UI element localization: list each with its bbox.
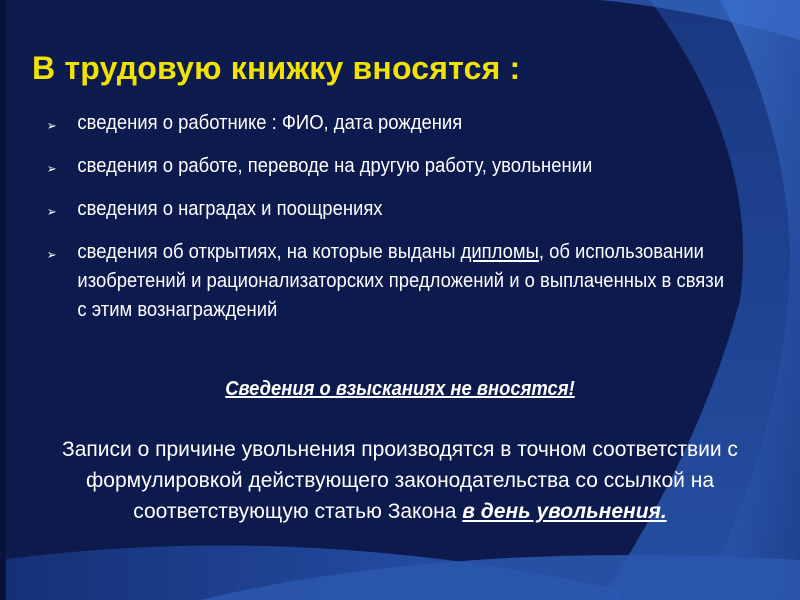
bullet-item <box>0 237 761 324</box>
bullet-list <box>0 108 780 338</box>
slide-title: В трудовую книжку вносятся : <box>32 50 521 86</box>
arrow-bullet-icon: ➢ <box>46 118 57 133</box>
bullet-item <box>0 194 761 223</box>
bullet-text: сведения о работнике : ФИО, дата рождения <box>77 111 463 134</box>
bullet-text-after: , об использовании изобретений и рационализаторских предложений и о выплаченных в связи с этим вознаграждений <box>77 240 725 321</box>
dismissal-paragraph <box>20 434 780 527</box>
arrow-bullet-icon: ➢ <box>46 161 57 176</box>
paragraph-main-text: Записи о причине увольнения производятся в точном соответствии с формулировкой действующего законодательства со ссылкой на соответствующую статью Закона <box>62 438 738 523</box>
arrow-bullet-icon: ➢ <box>46 247 57 262</box>
arrow-bullet-icon: ➢ <box>46 204 57 219</box>
bullet-item <box>0 108 761 137</box>
penalties-note: Сведения о взысканиях не вносятся! <box>225 378 575 400</box>
paragraph-emphasis: в день увольнения. <box>462 500 667 523</box>
bullet-text: сведения о наградах и поощрениях <box>77 197 383 220</box>
bullet-text: сведения о работе, переводе на другую работу, увольнении <box>77 154 593 177</box>
diplomas-link[interactable]: дипломы <box>460 240 539 263</box>
bullet-item <box>0 151 761 180</box>
bullet-text-before: сведения об открытиях, на которые выданы <box>77 240 461 263</box>
